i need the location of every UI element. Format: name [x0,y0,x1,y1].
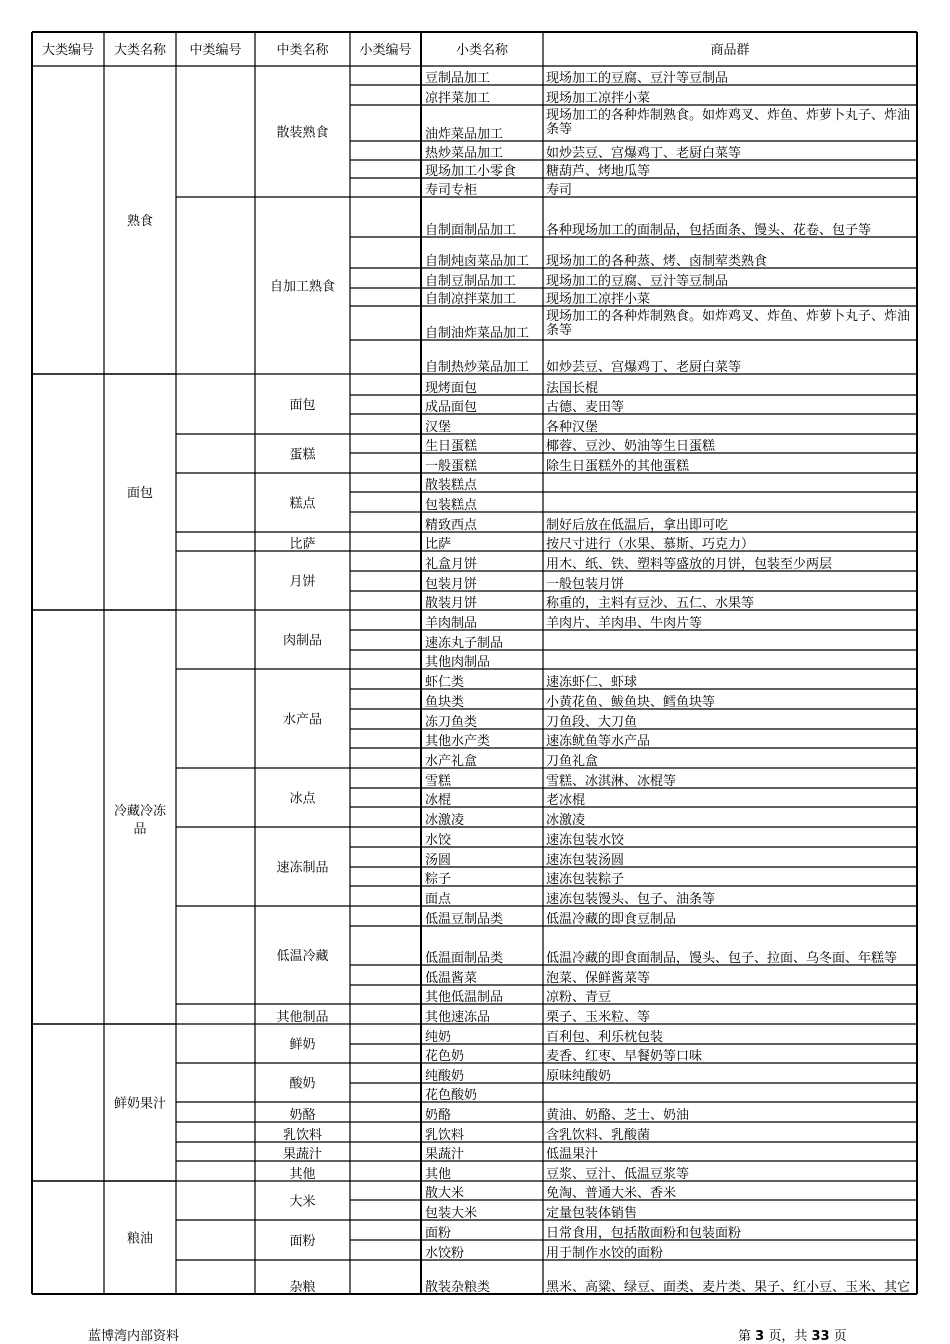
subcategory-name: 现烤面包 [425,381,478,396]
product-group: 如炒芸豆、宫爆鸡丁、老厨白菜等 [546,360,742,375]
subcategory-name: 礼盒月饼 [425,557,478,572]
subcategory-name: 寿司专柜 [425,183,478,198]
subcategory-name: 水饺 [425,833,452,848]
product-group: 雪糕、冰淇淋、冰棍等 [546,774,677,789]
subcategory-name: 比萨 [425,537,452,552]
subcategory-name: 花色奶 [425,1049,465,1064]
footer-page-number [738,1325,847,1344]
product-group: 含乳饮料、乳酸菌 [546,1128,651,1143]
product-group: 用于制作水饺的面粉 [546,1246,664,1261]
mid-category-name: 乳饮料 [282,1128,323,1143]
product-group: 低温冷藏的即食豆制品 [546,912,677,927]
subcategory-name: 冻刀鱼类 [425,715,478,730]
subcategory-name: 雪糕 [425,774,452,789]
subcategory-name: 自制油炸菜品加工 [425,326,530,341]
subcategory-name: 鱼块类 [425,695,465,710]
product-group: 现场加工的各种蒸、烤、卤制荤类熟食 [546,254,768,269]
product-group: 泡菜、保鲜酱菜等 [546,971,651,986]
mid-category-name: 其他制品 [276,1010,329,1025]
subcategory-name: 一般蛋糕 [425,459,478,474]
product-group: 现场加工凉拌小菜 [546,91,651,106]
subcategory-name: 冰激凌 [425,813,465,828]
product-group: 现场加工的各种炸制熟食。如炸鸡叉、炸鱼、炸萝卜丸子、炸油 [546,309,911,324]
mid-category-name: 果蔬汁 [282,1147,323,1162]
subcategory-name: 乳饮料 [425,1128,465,1143]
page-prefix: 第 [738,1329,752,1344]
mid-category-name: 酸奶 [289,1076,316,1092]
page-suffix: 页 [833,1329,847,1344]
header-cell: 小类编号 [359,43,412,58]
mid-category-name: 面粉 [289,1234,316,1249]
product-group: 椰蓉、豆沙、奶油等生日蛋糕 [546,439,716,454]
product-group: 现场加工凉拌小菜 [546,292,651,307]
product-group: 免淘、普通大米、香米 [546,1186,677,1201]
product-group: 速冻鱿鱼等水产品 [546,734,651,749]
subcategory-name: 散大米 [425,1186,465,1201]
header-cell: 小类名称 [455,43,509,58]
product-group: 黄油、奶酪、芝士、奶油 [546,1108,690,1123]
mid-category-name: 肉制品 [282,633,323,649]
mid-category-name: 速冻制品 [276,860,329,876]
subcategory-name: 自制豆制品加工 [425,274,517,289]
product-group: 现场加工的豆腐、豆汁等豆制品 [546,274,729,289]
product-group: 小黄花鱼、鲅鱼块、鳕鱼块等 [546,695,716,710]
product-group: 寿司 [546,183,573,198]
product-group: 古德、麦田等 [546,400,625,415]
subcategory-name: 包装大米 [425,1206,478,1221]
subcategory-name: 低温豆制品类 [425,912,504,927]
subcategory-name: 汤圆 [425,853,452,868]
subcategory-name: 自制炖卤菜品加工 [425,254,530,269]
mid-category-name: 低温冷藏 [276,949,329,964]
mid-category-name: 杂粮 [289,1280,316,1295]
subcategory-name: 现场加工小零食 [425,164,517,179]
subcategory-name: 凉拌菜加工 [425,91,491,106]
mid-category-name: 蛋糕 [289,447,316,463]
subcategory-name: 其他水产类 [425,734,491,749]
product-group: 速冻包装水饺 [546,833,625,848]
product-group: 称重的，主料有豆沙、五仁、水果等 [546,596,755,611]
product-group: 黑米、高粱、绿豆、面类、麦片类、果子、红小豆、玉米、其它 [546,1280,911,1295]
subcategory-name: 水产礼盒 [425,754,478,769]
major-category-name: 冷藏冷冻 [113,804,167,819]
subcategory-name: 自制热炒菜品加工 [425,360,530,375]
subcategory-name: 果蔬汁 [425,1147,465,1162]
product-group: 法国长棍 [546,381,599,396]
product-group: 豆浆、豆汁、低温豆浆等 [546,1167,690,1182]
product-group: 速冻包装馒头、包子、油条等 [546,892,716,907]
product-group: 速冻包装汤圆 [546,853,625,868]
subcategory-name: 其他 [425,1167,452,1182]
subcategory-name: 面粉 [425,1226,452,1241]
subcategory-name: 其他肉制品 [425,655,491,670]
product-group: 条等 [546,323,573,338]
product-group: 除生日蛋糕外的其他蛋糕 [546,459,690,474]
major-category-name: 鲜奶果汁 [113,1096,167,1112]
subcategory-name: 包装月饼 [425,577,478,592]
product-group: 制好后放在低温后，拿出即可吃 [546,518,729,533]
subcategory-name: 面点 [425,892,452,907]
product-group: 定量包装体销售 [546,1206,638,1221]
product-group: 速冻虾仁、虾球 [546,675,638,690]
header-cell: 中类名称 [276,43,329,58]
mid-category-name: 比萨 [289,537,316,552]
product-group: 麦香、红枣、早餐奶等口味 [546,1049,703,1064]
header-cell: 商品群 [710,43,750,58]
mid-category-name: 散装熟食 [276,125,329,141]
major-category-name: 品 [133,822,147,837]
mid-category-name: 鲜奶 [289,1037,316,1053]
subcategory-name: 粽子 [425,872,452,887]
product-group: 按尺寸进行（水果、慕斯、巧克力） [546,537,755,552]
subcategory-name: 散装月饼 [425,596,478,611]
product-group: 各种现场加工的面制品，包括面条、馒头、花卷、包子等 [546,223,872,238]
product-group: 各种汉堡 [546,420,599,435]
mid-category-name: 自加工熟食 [269,279,336,295]
product-group: 低温果汁 [546,1147,599,1162]
header-cell: 大类名称 [113,43,167,58]
header-cell: 中类编号 [189,43,242,58]
footer-company-note: 蓝博湾内部资料 [88,1329,180,1344]
subcategory-name: 散装糕点 [425,478,478,493]
subcategory-name: 其他低温制品 [425,990,504,1005]
subcategory-name: 低温酱菜 [425,971,478,986]
product-group: 速冻包装粽子 [546,872,625,887]
product-group: 现场加工的豆腐、豆汁等豆制品 [546,71,729,86]
mid-category-name: 大米 [289,1194,316,1210]
subcategory-name: 羊肉制品 [425,616,478,631]
product-group: 日常食用，包括散面粉和包装面粉 [546,1226,742,1241]
product-group: 栗子、玉米粒、等 [546,1010,651,1025]
subcategory-name: 散装杂粮类 [425,1280,491,1295]
header-cell: 大类编号 [41,43,95,58]
product-group: 用木、纸、铁、塑料等盛放的月饼，包装至少两层 [546,557,833,572]
subcategory-name: 纯酸奶 [425,1069,465,1084]
subcategory-name: 虾仁类 [425,675,465,690]
subcategory-name: 水饺粉 [425,1246,465,1261]
page-middle: 页，共 [768,1329,808,1344]
subcategory-name: 热炒菜品加工 [425,146,504,161]
major-category-name: 粮油 [126,1231,154,1247]
product-group: 糖葫芦、烤地瓜等 [546,164,651,179]
major-category-name: 面包 [126,486,154,501]
product-group: 刀鱼段、大刀鱼 [546,715,638,730]
subcategory-name: 自制面制品加工 [425,223,517,238]
product-group: 羊肉片、羊肉串、牛肉片等 [546,616,703,631]
subcategory-name: 花色酸奶 [425,1088,478,1103]
mid-category-name: 其他 [289,1167,316,1182]
subcategory-name: 冰棍 [425,793,452,808]
product-group: 原味纯酸奶 [546,1069,612,1084]
subcategory-name: 纯奶 [425,1030,452,1045]
subcategory-name: 成品面包 [425,400,478,415]
product-group: 凉粉、青豆 [546,990,612,1005]
product-group: 刀鱼礼盒 [546,754,599,769]
product-group: 条等 [546,122,573,137]
subcategory-name: 低温面制品类 [425,951,504,966]
subcategory-name: 速冻丸子制品 [425,636,504,651]
subcategory-name: 自制凉拌菜加工 [425,292,517,307]
mid-category-name: 面包 [289,398,316,413]
subcategory-name: 生日蛋糕 [425,439,478,454]
major-category-name: 熟食 [126,214,154,229]
subcategory-name: 其他速冻品 [425,1010,491,1025]
subcategory-name: 精致西点 [425,518,478,533]
subcategory-name: 奶酪 [425,1108,452,1123]
product-group: 冰激凌 [546,813,586,828]
mid-category-name: 冰点 [289,791,316,807]
product-group: 老冰棍 [546,793,586,808]
product-group: 如炒芸豆、宫爆鸡丁、老厨白菜等 [546,146,742,161]
product-group: 一般包装月饼 [546,577,625,592]
subcategory-name: 豆制品加工 [425,71,491,86]
mid-category-name: 糕点 [289,496,316,512]
subcategory-name: 汉堡 [425,420,452,435]
page-total: 33 [811,1329,830,1344]
product-group: 百利包、利乐枕包装 [546,1030,664,1045]
subcategory-name: 包装糕点 [425,498,478,513]
product-group: 低温冷藏的即食面制品，馒头、包子、拉面、乌冬面、年糕等 [546,951,898,966]
product-group: 现场加工的各种炸制熟食。如炸鸡叉、炸鱼、炸萝卜丸子、炸油 [546,108,911,123]
mid-category-name: 奶酪 [289,1108,316,1123]
page-current: 3 [755,1329,765,1344]
subcategory-name: 油炸菜品加工 [425,127,504,142]
mid-category-name: 月饼 [289,574,316,590]
mid-category-name: 水产品 [282,712,323,728]
